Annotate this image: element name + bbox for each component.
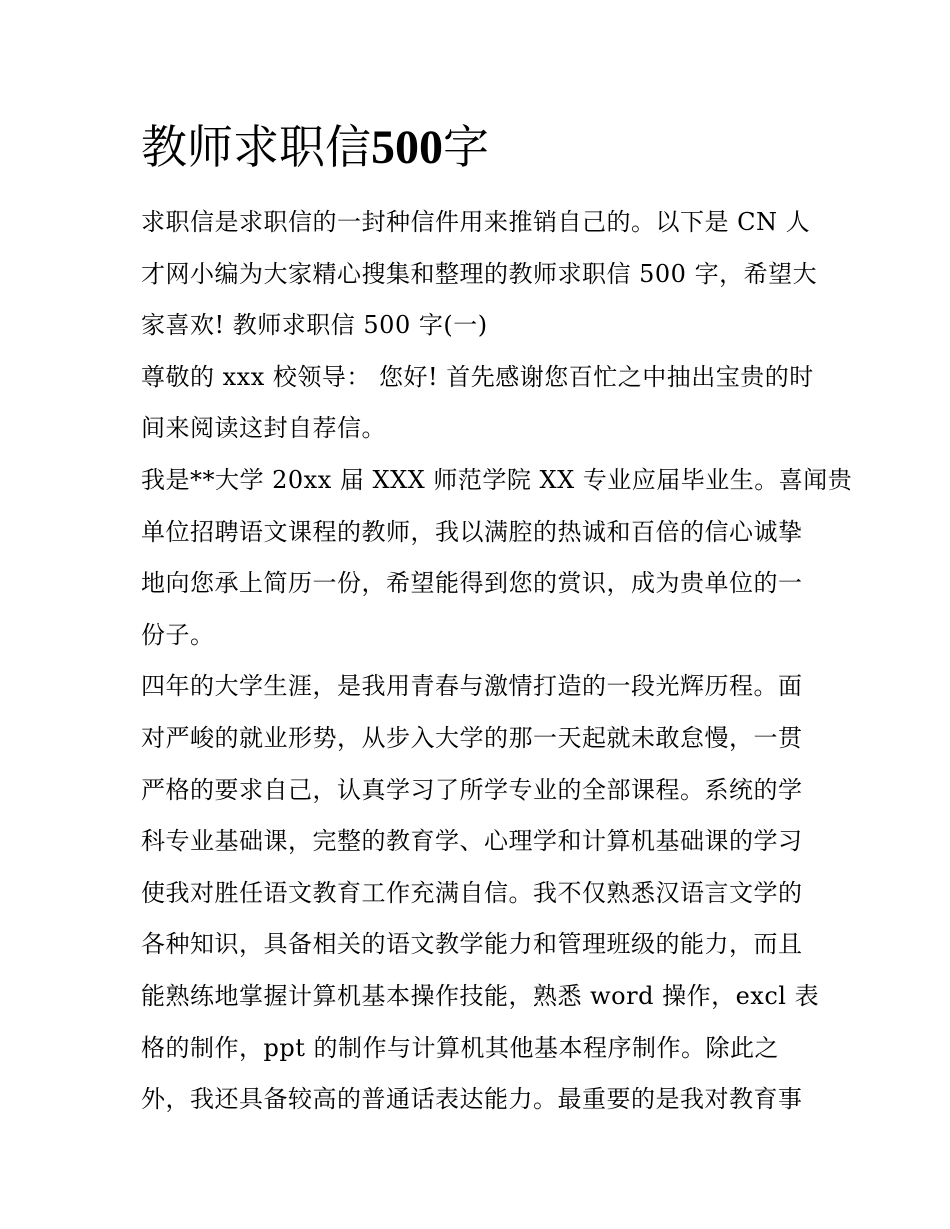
title-suffix: 字: [443, 120, 489, 174]
text-line: 份子。: [141, 620, 215, 649]
text-line: 外，我还具备较高的普通话表达能力。最重要的是我对教育事: [141, 1085, 803, 1114]
text-line: 能熟练地掌握计算机基本操作技能，熟悉 word 操作，excl 表: [141, 981, 820, 1010]
text-line: 地向您承上简历一份，希望能得到您的赏识，成为贵单位的一: [141, 569, 803, 598]
text-line: 才网小编为大家精心搜集和整理的教师求职信 500 字，希望大: [141, 259, 818, 288]
text-line: 对严峻的就业形势，从步入大学的那一天起就未敢怠慢，一贯: [141, 723, 803, 752]
text-line: 四年的大学生涯，是我用青春与激情打造的一段光辉历程。面: [141, 672, 803, 701]
title-prefix: 教师求职信: [141, 120, 371, 174]
text-line: 严格的要求自己，认真学习了所学专业的全部课程。系统的学: [141, 775, 803, 804]
text-line: 科专业基础课，完整的教育学、心理学和计算机基础课的学习: [141, 827, 803, 856]
text-line: 间来阅读这封自荐信。: [141, 414, 386, 443]
text-line: 尊敬的 xxx 校领导： 您好! 首先感谢您百忙之中抽出宝贵的时: [141, 362, 814, 391]
document-body: [141, 197, 853, 1126]
text-line: 各种知识，具备相关的语文教学能力和管理班级的能力，而且: [141, 930, 803, 959]
text-line: 格的制作，ppt 的制作与计算机其他基本程序制作。除此之: [141, 1033, 779, 1062]
text-line: 家喜欢! 教师求职信 500 字(一): [141, 311, 488, 340]
title-number: 500: [371, 121, 443, 174]
text-line: 单位招聘语文课程的教师，我以满腔的热诚和百倍的信心诚挚: [141, 517, 803, 546]
text-line: 使我对胜任语文教育工作充满自信。我不仅熟悉汉语言文学的: [141, 878, 803, 907]
text-line: 我是**大学 20xx 届 XXX 师范学院 XX 专业应届毕业生。喜闻贵: [141, 465, 853, 494]
text-line: 求职信是求职信的一封种信件用来推销自己的。以下是 CN 人: [141, 208, 811, 236]
document-title: [141, 117, 489, 178]
